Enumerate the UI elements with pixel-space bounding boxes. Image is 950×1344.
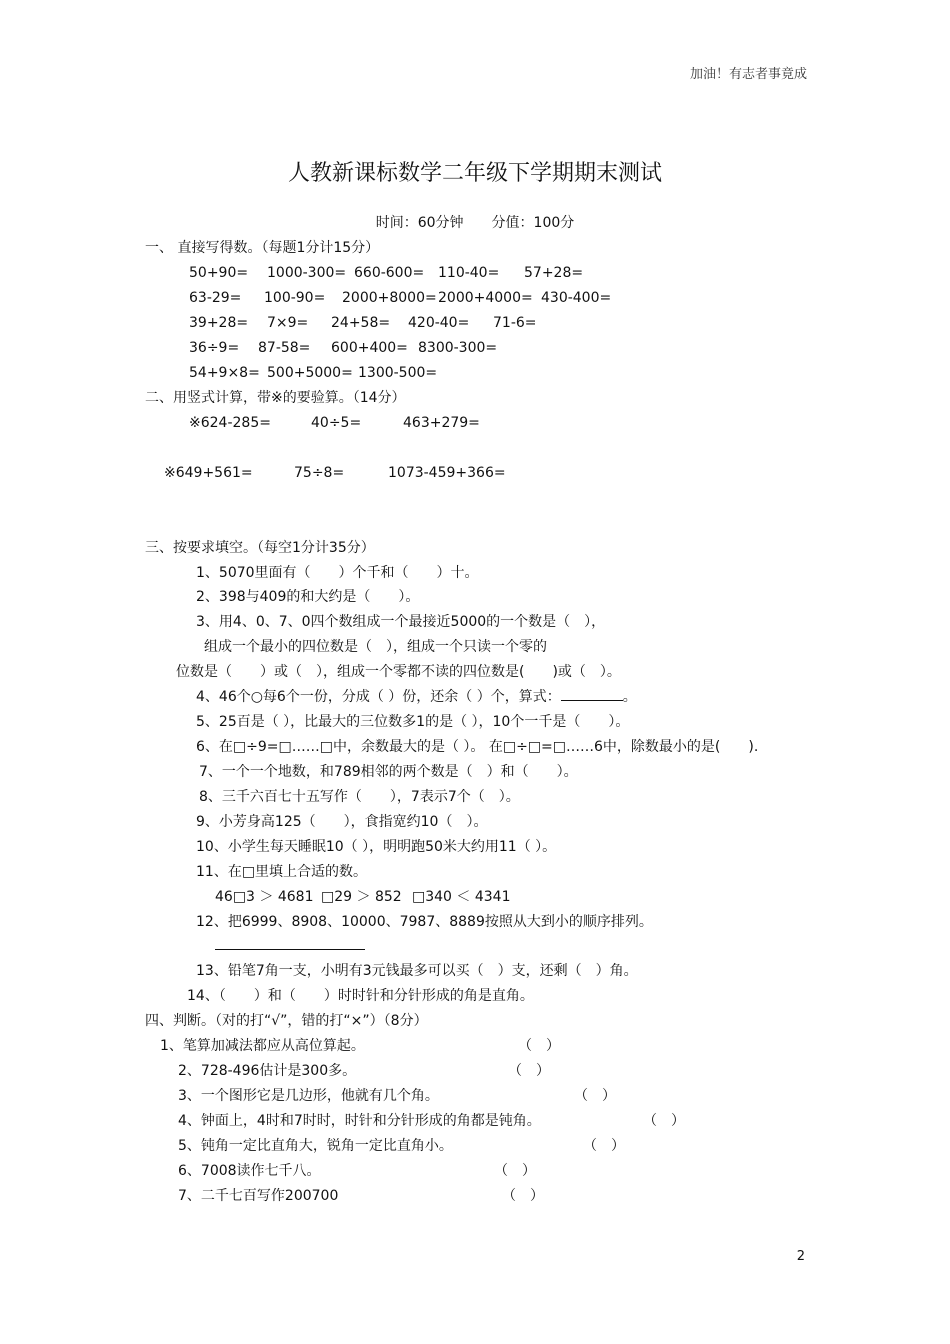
calc-3-3: 24+58= [331, 315, 391, 331]
calc-2-1: 63-29= [189, 290, 242, 306]
judge-paren-6[interactable]: （ ） [494, 1163, 536, 1179]
calc-2-5: 430-400= [541, 290, 612, 306]
fill-q7: 7、一个一个地数，和789相邻的两个数是（ ）和（ ）。 [199, 764, 578, 780]
fill-q4-end: 。 [622, 689, 637, 705]
vertical-calc-2: 40÷5= [311, 415, 362, 431]
judge-item-4: 4、钟面上，4时和7时时，时针和分针形成的角都是钝角。 [178, 1113, 541, 1129]
judge-item-2: 2、728-496估计是300多。 [178, 1063, 357, 1079]
calc-2-2: 100-90= [264, 290, 326, 306]
vertical-calc-4: ※649+561= [164, 465, 253, 481]
calc-3-2: 7×9= [267, 315, 309, 331]
calc-3-5: 71-6= [493, 315, 537, 331]
judge-paren-1[interactable]: （ ） [518, 1038, 560, 1054]
fill-q1: 1、5070里面有（ ）个千和（ ）十。 [196, 565, 479, 581]
calc-4-3: 600+400= [331, 340, 408, 356]
header-motto: 加油！有志者事竟成 [689, 67, 807, 82]
fill-q9: 9、小芳身高125（ ），食指宽约10（ ）。 [196, 814, 488, 830]
compare-3: □340 ＜ 4341 [412, 889, 511, 905]
section1-heading: 一、 直接写得数。（每题1分计15分） [145, 240, 380, 256]
calc-1-4: 110-40= [438, 265, 500, 281]
fill-q4-text: 4、46个○每6个一份，分成（ ）份，还余（ ）个，算式： [196, 689, 561, 705]
compare-2: □29 ＞ 852 [321, 889, 402, 905]
calc-3-1: 39+28= [189, 315, 249, 331]
judge-paren-5[interactable]: （ ） [583, 1138, 625, 1154]
calc-2-3: 2000+8000= [342, 290, 437, 306]
fill-q3b: 组成一个最小的四位数是（ ），组成一个只读一个零的 [204, 639, 547, 655]
calc-5-3: 1300-500= [358, 365, 438, 381]
formula-blank[interactable] [561, 688, 623, 701]
calc-1-5: 57+28= [524, 265, 584, 281]
calc-5-2: 500+5000= [267, 365, 353, 381]
fill-q5: 5、25百是（ ），比最大的三位数多1的是（ ），10个一千是（ ）。 [196, 714, 630, 730]
ordering-answer-line[interactable] [215, 949, 365, 950]
fill-q6: 6、在□÷9=□……□中，余数最大的是（ ）。 在□÷□=□……6中，除数最小的是( ). [196, 739, 759, 755]
judge-paren-3[interactable]: （ ） [574, 1088, 616, 1104]
calc-2-4: 2000+4000= [438, 290, 533, 306]
page-title: 人教新课标数学二年级下学期期末测试 [287, 161, 662, 186]
calc-1-2: 1000-300= [267, 265, 347, 281]
fill-q10: 10、小学生每天睡眠10（ ），明明跑50米大约用11（ ）。 [196, 839, 557, 855]
time-score-info: 时间：60分钟 分值：100分 [375, 215, 575, 231]
judge-item-6: 6、7008读作七千八。 [178, 1163, 321, 1179]
calc-3-4: 420-40= [408, 315, 470, 331]
judge-item-3: 3、一个图形它是几边形，他就有几个角。 [178, 1088, 439, 1104]
fill-q4 [196, 688, 637, 706]
section2-heading: 二、用竖式计算，带※的要验算。（14分） [145, 390, 406, 406]
judge-paren-4[interactable]: （ ） [643, 1113, 685, 1129]
judge-paren-7[interactable]: （ ） [502, 1188, 544, 1204]
judge-item-7: 7、二千七百写作200700 [178, 1188, 339, 1204]
section3-heading: 三、按要求填空。（每空1分计35分） [145, 540, 375, 556]
fill-q13: 13、铅笔7角一支，小明有3元钱最多可以买（ ）支，还剩（ ）角。 [196, 963, 638, 979]
fill-q14: 14、（ ）和（ ）时时针和分针形成的角是直角。 [187, 988, 534, 1004]
fill-q8: 8、三千六百七十五写作（ ），7表示7个（ ）。 [199, 789, 520, 805]
fill-q2: 2、398与409的和大约是（ ）。 [196, 589, 420, 605]
vertical-calc-5: 75÷8= [294, 465, 345, 481]
vertical-calc-6: 1073-459+366= [388, 465, 506, 481]
fill-q3c: 位数是（ ）或（ ），组成一个零都不读的四位数是( )或（ ）。 [176, 664, 621, 680]
fill-q11: 11、在□里填上合适的数。 [196, 864, 368, 880]
page-number: 2 [796, 1249, 805, 1264]
section4-heading: 四、判断。（对的打“√”，错的打“×”）（8分） [145, 1013, 428, 1029]
vertical-calc-1: ※624-285= [189, 415, 271, 431]
calc-5-1: 54+9×8= [189, 365, 260, 381]
fill-q12: 12、把6999、8908、10000、7987、8889按照从大到小的顺序排列。 [196, 914, 653, 930]
compare-1: 46□3 ＞ 4681 [215, 889, 314, 905]
calc-1-3: 660-600= [354, 265, 425, 281]
judge-item-1: 1、笔算加减法都应从高位算起。 [160, 1038, 365, 1054]
judge-paren-2[interactable]: （ ） [508, 1063, 550, 1079]
calc-4-1: 36÷9= [189, 340, 240, 356]
calc-4-2: 87-58= [258, 340, 311, 356]
vertical-calc-3: 463+279= [403, 415, 480, 431]
calc-1-1: 50+90= [189, 265, 249, 281]
judge-item-5: 5、钝角一定比直角大，锐角一定比直角小。 [178, 1138, 453, 1154]
fill-q3a: 3、用4、0、7、0四个数组成一个最接近5000的一个数是（ ）， [196, 614, 606, 630]
calc-4-4: 8300-300= [418, 340, 498, 356]
